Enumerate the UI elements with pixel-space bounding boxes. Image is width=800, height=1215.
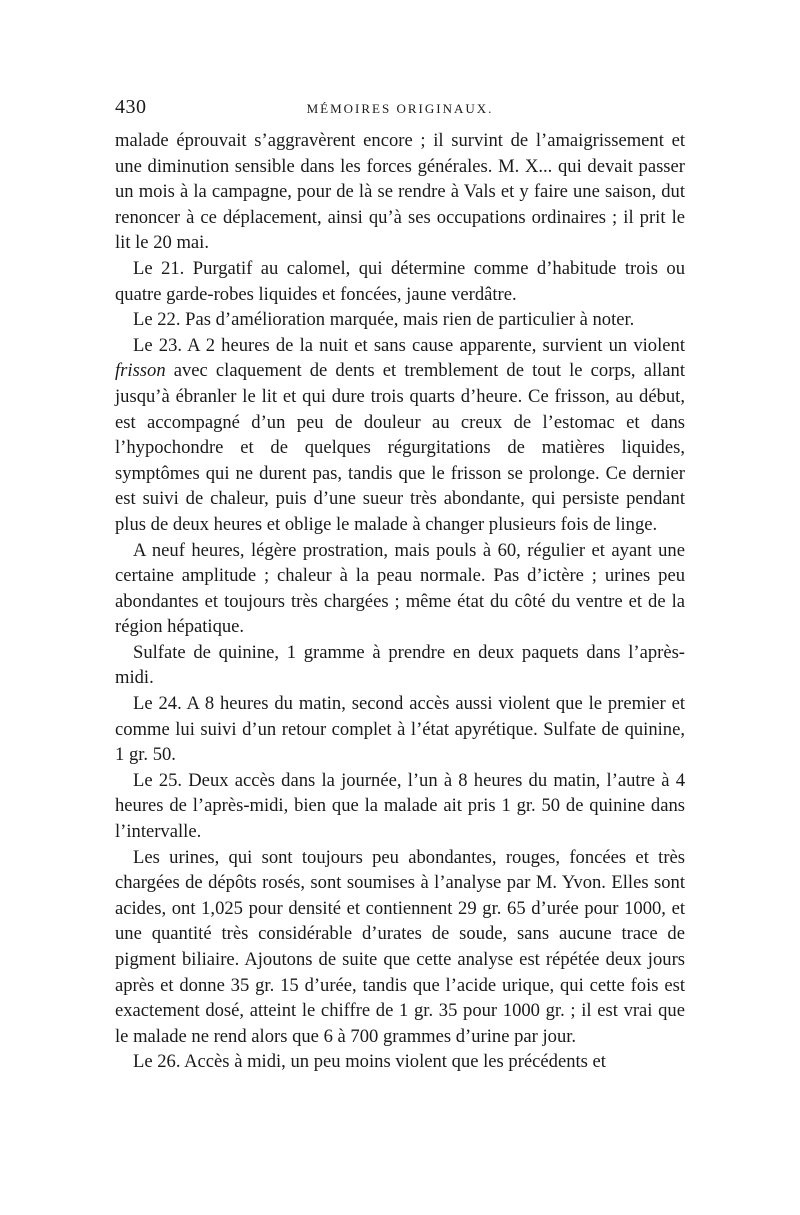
paragraph-continuation: malade éprouvait s’aggravèrent encore ; il survint de l’amaigrissement et une diminution sensible dans les forces générales. M. X... qui devait passer un mois à la campagne, pour de là se rendre à Vals et y faire une saison, dut renoncer à ce déplacement, ainsi qu’à ses occupations ordinaires ; il prit le lit le 20 mai.	[115, 130, 685, 254]
paragraph-le-26: Le 26. Accès à midi, un peu moins violent que les précédents et	[133, 1051, 606, 1073]
page-header	[115, 96, 685, 122]
paragraph-le-22: Le 22. Pas d’amélioration marquée, mais rien de particulier à noter.	[133, 309, 635, 331]
page-number: 430	[115, 96, 147, 118]
emphasis-frisson: frisson	[115, 360, 166, 382]
book-page	[115, 96, 685, 1075]
paragraph-le-23-rest: avec claquement de dents et tremblement de tout le corps, allant jusqu’à ébranler le lit et qui dure trois quarts d’heure. Ce frisson, au début, est accompagné d’un peu de douleur au creux de l’estomac et dans l’hypochondre et de quelques régurgitations de matières liquides, symptômes qui ne durent pas, tandis que le frisson se prolonge. Ce dernier est suivi de chaleur, puis d’une sueur très abondante, qui persiste pendant plus de deux heures et oblige le malade à changer plusieurs fois de linge.	[115, 360, 685, 535]
paragraph-neuf-heures: A neuf heures, légère prostration, mais pouls à 60, régulier et ayant une certaine amplitude ; chaleur à la peau normale. Pas d’ictère ; urines peu abondantes et toujours très chargées ; même état du côté du ventre et de la région hépatique.	[115, 539, 685, 638]
running-title: MÉMOIRES ORIGINAUX.	[306, 101, 494, 116]
paragraph-le-24: Le 24. A 8 heures du matin, second accès aussi violent que le premier et comme lui suivi d’un retour complet à l’état apyrétique. Sulfate de quinine, 1 gr. 50.	[115, 693, 685, 766]
paragraph-sulfate-quinine: Sulfate de quinine, 1 gramme à prendre en deux paquets dans l’après-midi.	[115, 641, 685, 689]
paragraph-le-21: Le 21. Purgatif au calomel, qui détermine comme d’habitude trois ou quatre garde-robes liquides et foncées, jaune verdâtre.	[115, 257, 685, 305]
paragraph-le-25: Le 25. Deux accès dans la journée, l’un à 8 heures du matin, l’autre à 4 heures de l’après-midi, bien que la malade ait pris 1 gr. 50 de quinine dans l’intervalle.	[115, 769, 685, 843]
paragraph-le-23-start: Le 23. A 2 heures de la nuit et sans cause apparente, survient un violent	[133, 334, 685, 356]
paragraph-urines-analyse: Les urines, qui sont toujours peu abondantes, rouges, foncées et très chargées de dépôts rosés, sont soumises à l’analyse par M. Yvon. Elles sont acides, ont 1,025 pour densité et contiennent 29 gr. 65 d’urée pour 1000, et une quantité très considérable d’urates de soude, sans aucune trace de pigment biliaire. Ajoutons de suite que cette analyse est répétée deux jours après et donne 35 gr. 15 d’urée, tandis que l’acide urique, qui cette fois est exactement dosé, atteint le chiffre de 1 gr. 35 pour 1000 gr. ; il est vrai que le malade ne rend alors que 6 à 700 grammes d’urine par jour.	[115, 846, 685, 1047]
body-text	[115, 128, 685, 1075]
paragraph-le-23	[115, 333, 685, 538]
